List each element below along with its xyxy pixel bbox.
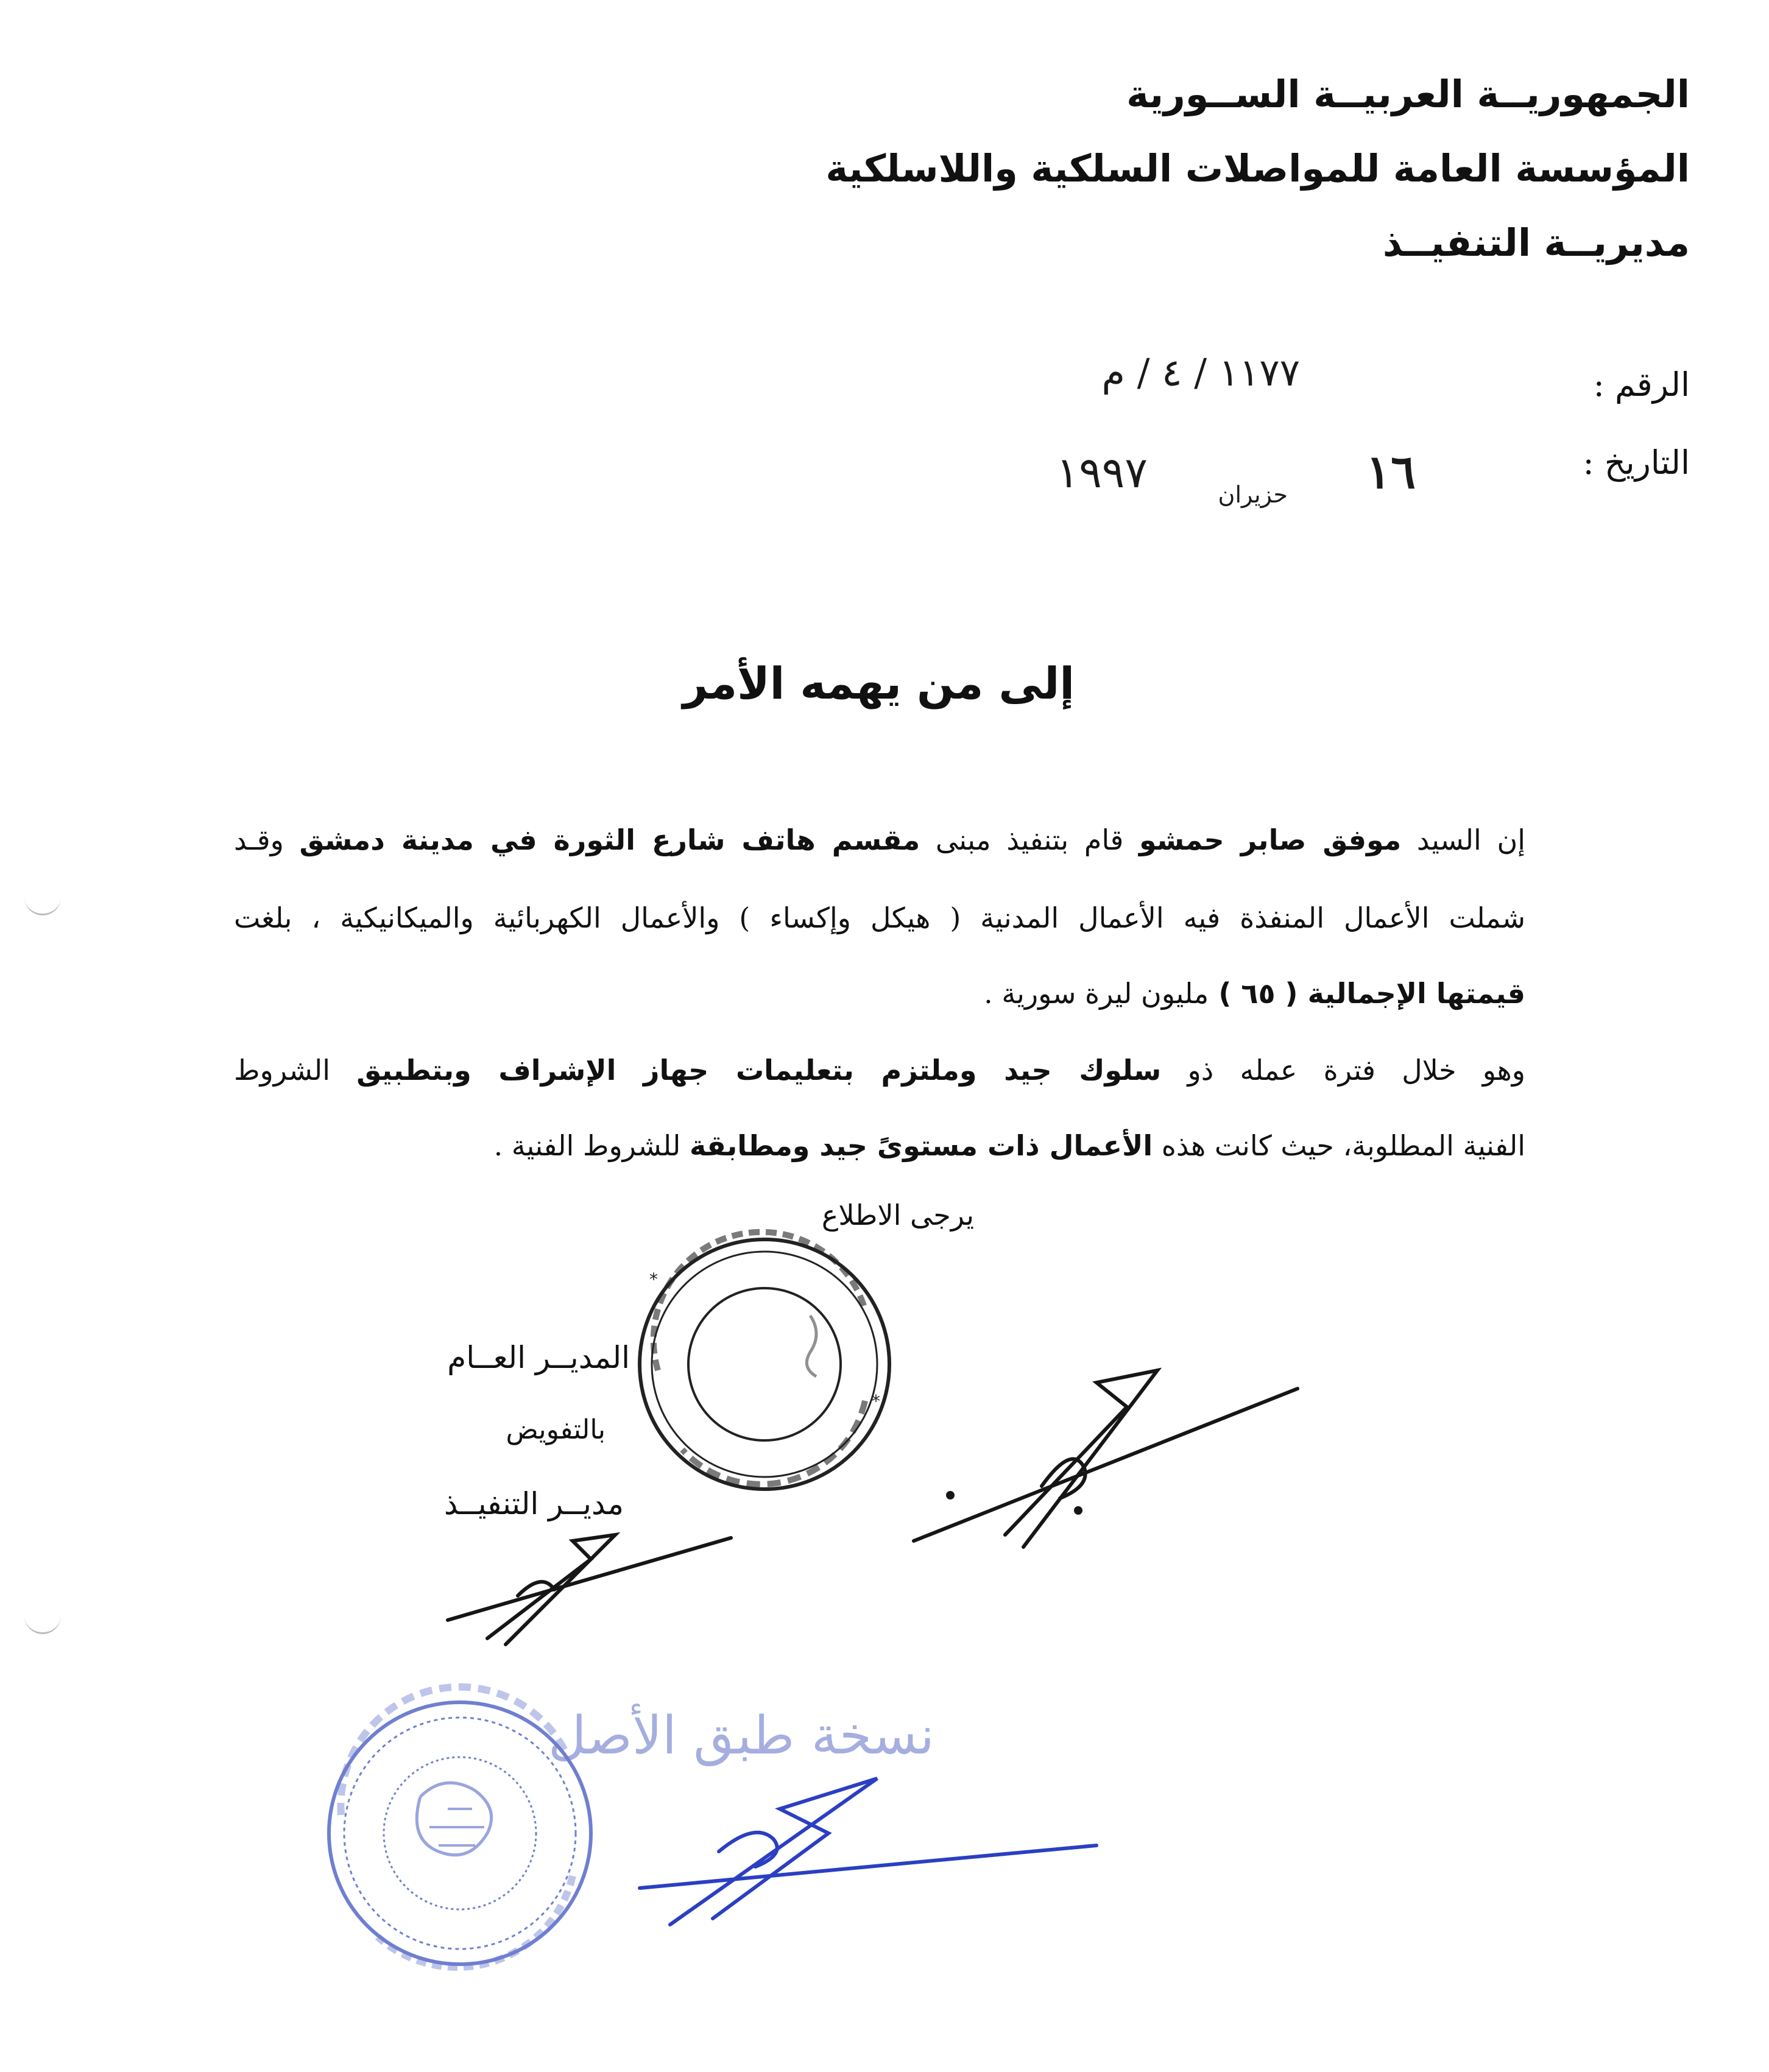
number-label: الرقم :	[1593, 365, 1690, 404]
header-directorate: مديريــة التنفيــذ	[1382, 220, 1690, 265]
body-line: وهو خلال فترة عمله ذو سلوك جيد وملتزم بتعليمات جهاز الإشراف وبتطبيق الشروط	[234, 1054, 1526, 1087]
black-signature-2	[448, 1535, 731, 1644]
closing-line: يرجى الاطلاع	[821, 1199, 974, 1232]
black-stamp	[640, 1232, 889, 1489]
letter-title: إلى من يهمه الأمر	[682, 658, 1075, 709]
blue-signature	[640, 1778, 1096, 1925]
signatory-role: مديــر التنفيــذ	[444, 1486, 624, 1521]
number-value: ١١٧٧ / ٤ / م	[1101, 350, 1300, 395]
blue-stamp	[329, 1687, 591, 1967]
body-line: الفنية المطلوبة، حيث كانت هذه الأعمال ذات مستوىً جيد ومطابقة للشروط الفنية .	[493, 1129, 1525, 1162]
signatory-title: المديــر العــام	[447, 1340, 630, 1375]
date-year: ١٩٩٧	[1056, 448, 1148, 498]
signatory-delegation: بالتفويض	[506, 1414, 606, 1445]
date-month: حزيران	[1218, 481, 1288, 508]
svg-text:*: *	[649, 1269, 658, 1289]
body-line: شملت الأعمال المنفذة فيه الأعمال المدنية ( هيكل وإكساء ) والأعمال الكهربائية والميكانيكية ، بلغت	[234, 901, 1525, 934]
certification-note: نسخة طبق الأصل	[548, 1705, 934, 1766]
svg-text:*: *	[872, 1391, 880, 1411]
body-line: إن السيد موفق صابر حمشو قام بتنفيذ مبنى مقسم هاتف شارع الثورة في مدينة دمشق وقـد	[234, 823, 1526, 856]
header-organization: المؤسسة العامة للمواصلات السلكية واللاسلكية	[825, 146, 1690, 191]
date-day: ١٦	[1366, 445, 1416, 499]
date-label: التاريخ :	[1583, 443, 1690, 482]
body-line: قيمتها الإجمالية ( ٦٥ ) مليون ليرة سورية .	[984, 977, 1525, 1010]
header-country: الجمهوريــة العربيــة الســورية	[1126, 72, 1690, 116]
black-signature-1	[914, 1370, 1298, 1547]
